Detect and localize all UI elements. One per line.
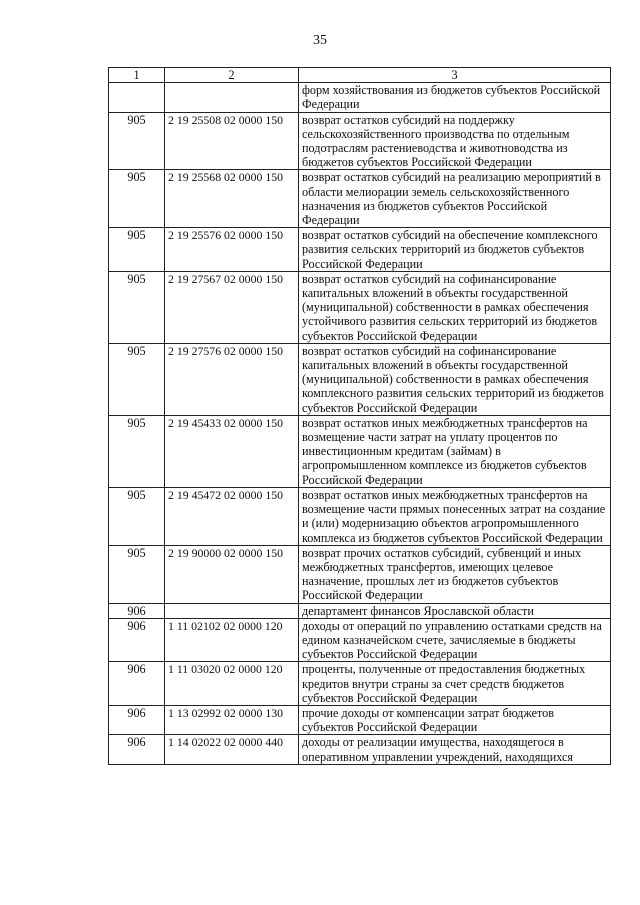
revenue-code-cell (165, 83, 299, 112)
page-number: 35 (313, 33, 327, 48)
admin-code-cell: 905 (109, 228, 165, 272)
table-row (109, 415, 611, 487)
description-cell: проценты, полученные от предоставления бюджетных кредитов внутри страны за счет средств бюджетов субъектов Российской Федерации (299, 662, 611, 706)
table-row (109, 271, 611, 343)
revenue-code-cell: 2 19 25568 02 0000 150 (165, 170, 299, 228)
table-row (109, 705, 611, 734)
table-row (109, 83, 611, 112)
revenue-code-cell: 1 11 02102 02 0000 120 (165, 618, 299, 662)
description-cell: прочие доходы от компенсации затрат бюджетов субъектов Российской Федерации (299, 705, 611, 734)
description-cell: возврат остатков субсидий на реализацию мероприятий в области мелиорации земель сельскохозяйственного назначения из бюджетов субъектов Российской Федерации (299, 170, 611, 228)
header-col-3: 3 (299, 68, 611, 83)
table-row (109, 112, 611, 170)
table-row (109, 618, 611, 662)
table-header-row (109, 68, 611, 83)
admin-code-cell: 905 (109, 487, 165, 545)
revenue-code-cell: 2 19 45472 02 0000 150 (165, 487, 299, 545)
revenue-codes-table (108, 67, 611, 765)
table-row (109, 545, 611, 603)
revenue-code-cell: 1 13 02992 02 0000 130 (165, 705, 299, 734)
revenue-code-cell: 2 19 27567 02 0000 150 (165, 271, 299, 343)
description-cell: возврат прочих остатков субсидий, субвенций и иных межбюджетных трансфертов, имеющих целевое назначение, прошлых лет из бюджетов субъектов Российской Федерации (299, 545, 611, 603)
admin-code-cell: 905 (109, 545, 165, 603)
admin-code-cell: 906 (109, 618, 165, 662)
table-row (109, 603, 611, 618)
revenue-code-cell: 2 19 27576 02 0000 150 (165, 343, 299, 415)
revenue-code-cell: 2 19 25576 02 0000 150 (165, 228, 299, 272)
admin-code-cell: 905 (109, 170, 165, 228)
table-row (109, 662, 611, 706)
description-cell: возврат остатков иных межбюджетных трансфертов на возмещение части прямых понесенных затрат на создание и (или) модернизацию объектов агропромышленного комплекса из бюджетов субъектов Российской Федерации (299, 487, 611, 545)
admin-code-cell: 905 (109, 112, 165, 170)
admin-code-cell: 905 (109, 415, 165, 487)
admin-code-cell (109, 83, 165, 112)
table-row (109, 487, 611, 545)
table-row (109, 228, 611, 272)
table-row (109, 170, 611, 228)
table-row (109, 735, 611, 764)
description-cell: возврат остатков субсидий на поддержку сельскохозяйственного производства по отдельным подотраслям растениеводства и животноводства из бюджетов субъектов Российской Федерации (299, 112, 611, 170)
revenue-code-cell: 2 19 90000 02 0000 150 (165, 545, 299, 603)
header-col-1: 1 (109, 68, 165, 83)
description-cell: возврат остатков иных межбюджетных трансфертов на возмещение части затрат на уплату процентов по инвестиционным кредитам (займам) в агропромышленном комплексе из бюджетов субъектов Российской Федерации (299, 415, 611, 487)
description-cell: доходы от реализации имущества, находящегося в оперативном управлении учреждений, находящихся (299, 735, 611, 764)
admin-code-cell: 906 (109, 603, 165, 618)
table-row (109, 343, 611, 415)
revenue-code-cell: 2 19 45433 02 0000 150 (165, 415, 299, 487)
description-cell: возврат остатков субсидий на софинансирование капитальных вложений в объекты государственной (муниципальной) собственности в рамках обеспечения устойчивого развития сельских территорий из бюджетов субъектов Российской Федерации (299, 271, 611, 343)
description-cell: доходы от операций по управлению остатками средств на едином казначейском счете, зачисляемые в бюджеты субъектов Российской Федерации (299, 618, 611, 662)
admin-code-cell: 906 (109, 662, 165, 706)
description-cell: возврат остатков субсидий на обеспечение комплексного развития сельских территорий из бюджетов субъектов Российской Федерации (299, 228, 611, 272)
revenue-code-cell: 1 14 02022 02 0000 440 (165, 735, 299, 764)
description-cell: форм хозяйствования из бюджетов субъектов Российской Федерации (299, 83, 611, 112)
header-col-2: 2 (165, 68, 299, 83)
admin-code-cell: 905 (109, 343, 165, 415)
admin-code-cell: 905 (109, 271, 165, 343)
description-cell: департамент финансов Ярославской области (299, 603, 611, 618)
description-cell: возврат остатков субсидий на софинансирование капитальных вложений в объекты государственной (муниципальной) собственности в рамках обеспечения комплексного развития сельских территорий из бюджетов субъектов Российской Федерации (299, 343, 611, 415)
admin-code-cell: 906 (109, 705, 165, 734)
revenue-code-cell: 2 19 25508 02 0000 150 (165, 112, 299, 170)
revenue-code-cell (165, 603, 299, 618)
revenue-code-cell: 1 11 03020 02 0000 120 (165, 662, 299, 706)
admin-code-cell: 906 (109, 735, 165, 764)
